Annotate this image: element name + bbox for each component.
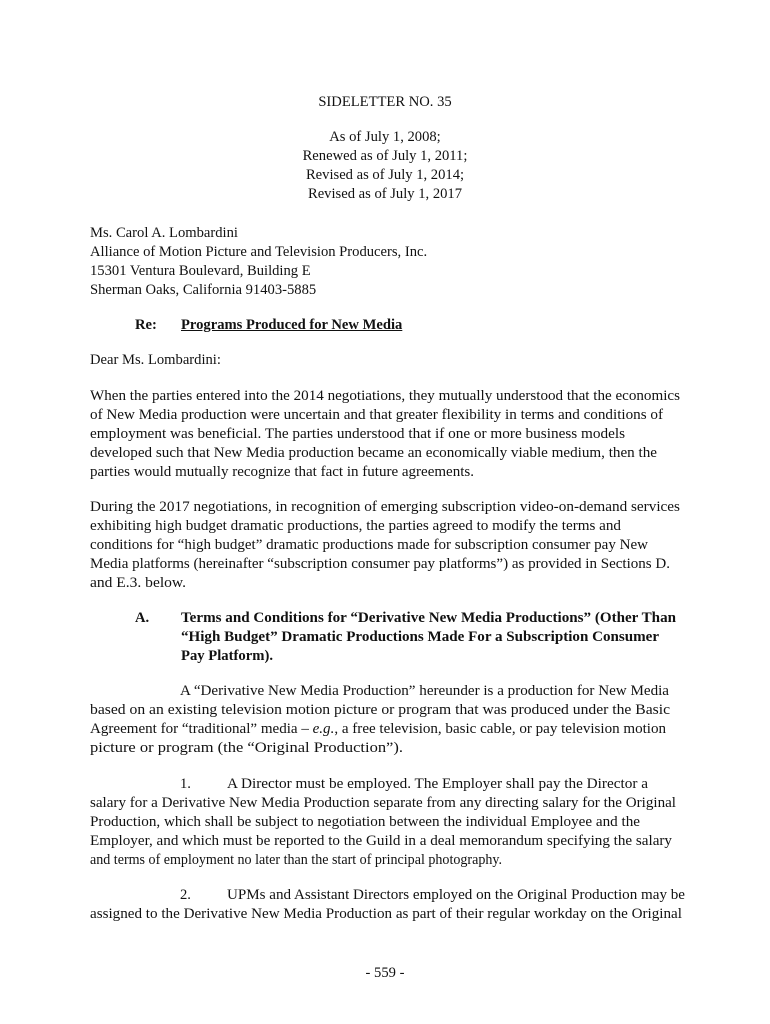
address-line: 15301 Ventura Boulevard, Building E <box>90 263 311 279</box>
paragraph-line: During the 2017 negotiations, in recognition of emerging subscription video-on-demand services <box>90 499 680 515</box>
date-line: Revised as of July 1, 2014; <box>305 167 465 183</box>
paragraph-line: Agreement for “traditional” media – e.g., a free television, basic cable, or pay television motion <box>90 721 667 737</box>
paragraph-line: salary for a Derivative New Media Production separate from any directing salary for the Original <box>90 795 676 811</box>
re-subject: Programs Produced for New Media <box>181 317 403 333</box>
item-1-number: 1. <box>180 776 191 792</box>
address-line: Sherman Oaks, California 91403-5885 <box>90 282 317 298</box>
date-line: As of July 1, 2008; <box>329 129 441 145</box>
sideletter-title: SIDELETTER NO. 35 <box>318 94 452 110</box>
item-2-first-line: UPMs and Assistant Directors employed on the Original Production may be <box>227 887 685 903</box>
paragraph-line: of New Media production were uncertain and that greater flexibility in terms and conditions of <box>90 407 664 423</box>
page-number: - 559 - <box>365 965 405 981</box>
date-line: Renewed as of July 1, 2011; <box>302 148 468 164</box>
address-line: Ms. Carol A. Lombardini <box>90 225 238 241</box>
paragraph-line: parties would mutually recognize that fact in future agreements. <box>90 464 475 480</box>
item-1-first-line: A Director must be employed. The Employer shall pay the Director a <box>227 776 649 792</box>
salutation: Dear Ms. Lombardini: <box>90 352 221 368</box>
paragraph-line: employment was beneficial. The parties understood that if one or more business models <box>90 426 626 442</box>
paragraph-line: Media platforms (hereinafter “subscription consumer pay platforms”) as provided in Sections D. <box>90 556 671 572</box>
paragraph-line: and terms of employment no later than the start of principal photography. <box>90 852 503 868</box>
paragraph-line: picture or program (the “Original Production”). <box>90 740 403 756</box>
section-a-heading-line: Terms and Conditions for “Derivative New Media Productions” (Other Than <box>181 610 677 626</box>
item-2-number: 2. <box>180 887 191 903</box>
section-a-label: A. <box>135 610 150 626</box>
paragraph-line: and E.3. below. <box>90 575 186 591</box>
paragraph-line: A “Derivative New Media Production” hereunder is a production for New Media <box>180 683 670 699</box>
paragraph-line: When the parties entered into the 2014 negotiations, they mutually understood that the economics <box>90 388 680 404</box>
paragraph-line: conditions for “high budget” dramatic productions made for subscription consumer pay New <box>90 537 649 553</box>
paragraph-line: assigned to the Derivative New Media Production as part of their regular workday on the Original <box>90 906 682 922</box>
re-label: Re: <box>135 317 157 333</box>
section-a-heading-line: “High Budget” Dramatic Productions Made For a Subscription Consumer <box>181 629 660 645</box>
paragraph-line: exhibiting high budget dramatic productions, the parties agreed to modify the terms and <box>90 518 621 534</box>
paragraph-line: Production, which shall be subject to negotiation between the individual Employee and the <box>90 814 641 830</box>
paragraph-line: developed such that New Media production became an economically viable medium, then the <box>90 445 657 461</box>
paragraph-line: Employer, and which must be reported to the Guild in a deal memorandum specifying the salary <box>90 833 672 849</box>
date-line: Revised as of July 1, 2017 <box>307 186 463 202</box>
section-a-heading-line: Pay Platform). <box>181 648 273 664</box>
paragraph-line: based on an existing television motion picture or program that was produced under the Basic <box>90 702 671 718</box>
address-line: Alliance of Motion Picture and Television Producers, Inc. <box>90 244 428 260</box>
